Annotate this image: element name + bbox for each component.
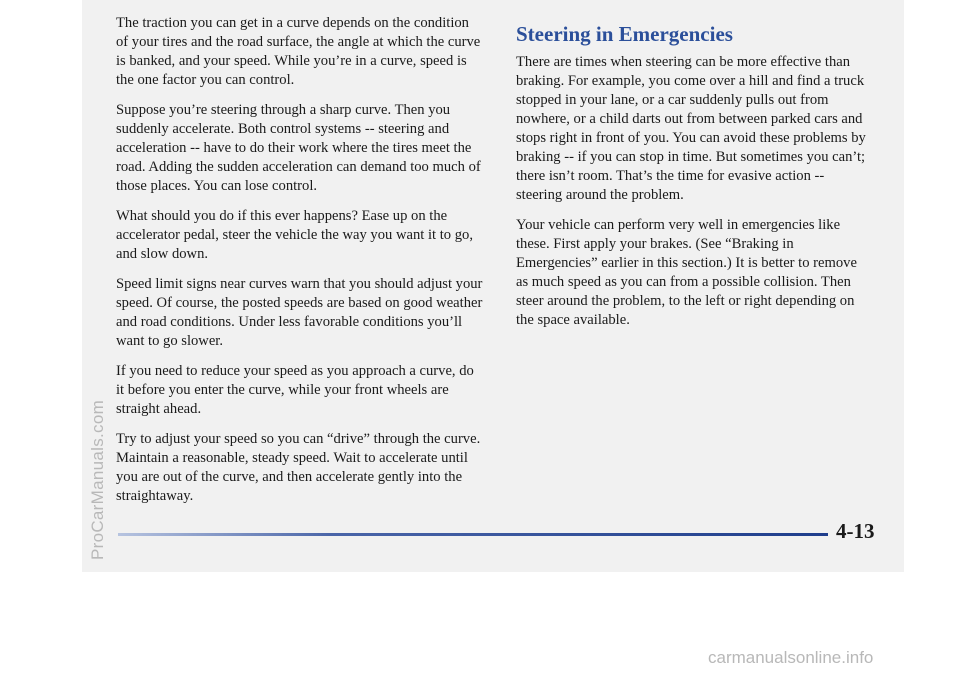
footer-rule bbox=[118, 533, 828, 536]
section-heading: Steering in Emergencies bbox=[516, 22, 733, 46]
page-number: 4-13 bbox=[836, 519, 875, 543]
watermark-carmanualsonline: carmanualsonline.info bbox=[708, 648, 874, 667]
paragraph-reduce-speed: If you need to reduce your speed as you approach a curve, do it before you enter the curve, while your front wheels are straight ahead. bbox=[116, 363, 474, 417]
left-column bbox=[116, 14, 484, 517]
paragraph-steering-vs-braking: There are times when steering can be more effective than braking. For example, you come over a hill and find a truck stopped in your lane, or a car suddenly pulls out from nowhere, or a child darts out from between parked cars and stops right in front of you. You can avoid these problems by braking -- if you can stop in time. But sometimes you can’t; there isn’t room. That’s the time for evasive action -- steering around the problem. bbox=[516, 54, 866, 203]
paragraph-sharp-curve: Suppose you’re steering through a sharp curve. Then you suddenly accelerate. Both control systems -- steering and acceleration -- have to do their work where the tires meet the road. Adding the sudden acceleration can demand too much of those places. You can lose control. bbox=[116, 102, 481, 194]
paragraph-what-to-do: What should you do if this ever happens? Ease up on the accelerator pedal, steer the vehicle the way you want it to go, and slow down. bbox=[116, 208, 473, 262]
paragraph-speed-limit: Speed limit signs near curves warn that you should adjust your speed. Of course, the posted speeds are based on good weather and road conditions. Under less favorable conditions you’ll want to go slower. bbox=[116, 276, 483, 349]
paragraph-vehicle-performance: Your vehicle can perform very well in emergencies like these. First apply your brakes. (See “Braking in Emergencies” earlier in this section.) It is better to remove as much speed as you can from a possible collision. Then steer around the problem, to the left or right depending on the space available. bbox=[516, 217, 857, 328]
paragraph-traction: The traction you can get in a curve depends on the condition of your tires and the road surface, the angle at which the curve is banked, and your speed. While you’re in a curve, speed is the one factor you can control. bbox=[116, 15, 481, 88]
paragraph-adjust-speed: Try to adjust your speed so you can “drive” through the curve. Maintain a reasonable, steady speed. Wait to accelerate until you are out of the curve, and then accelerate gently into the straightaway. bbox=[116, 431, 481, 504]
right-column bbox=[516, 22, 866, 341]
watermark-procarmanuals: ProCarManuals.com bbox=[88, 399, 107, 560]
